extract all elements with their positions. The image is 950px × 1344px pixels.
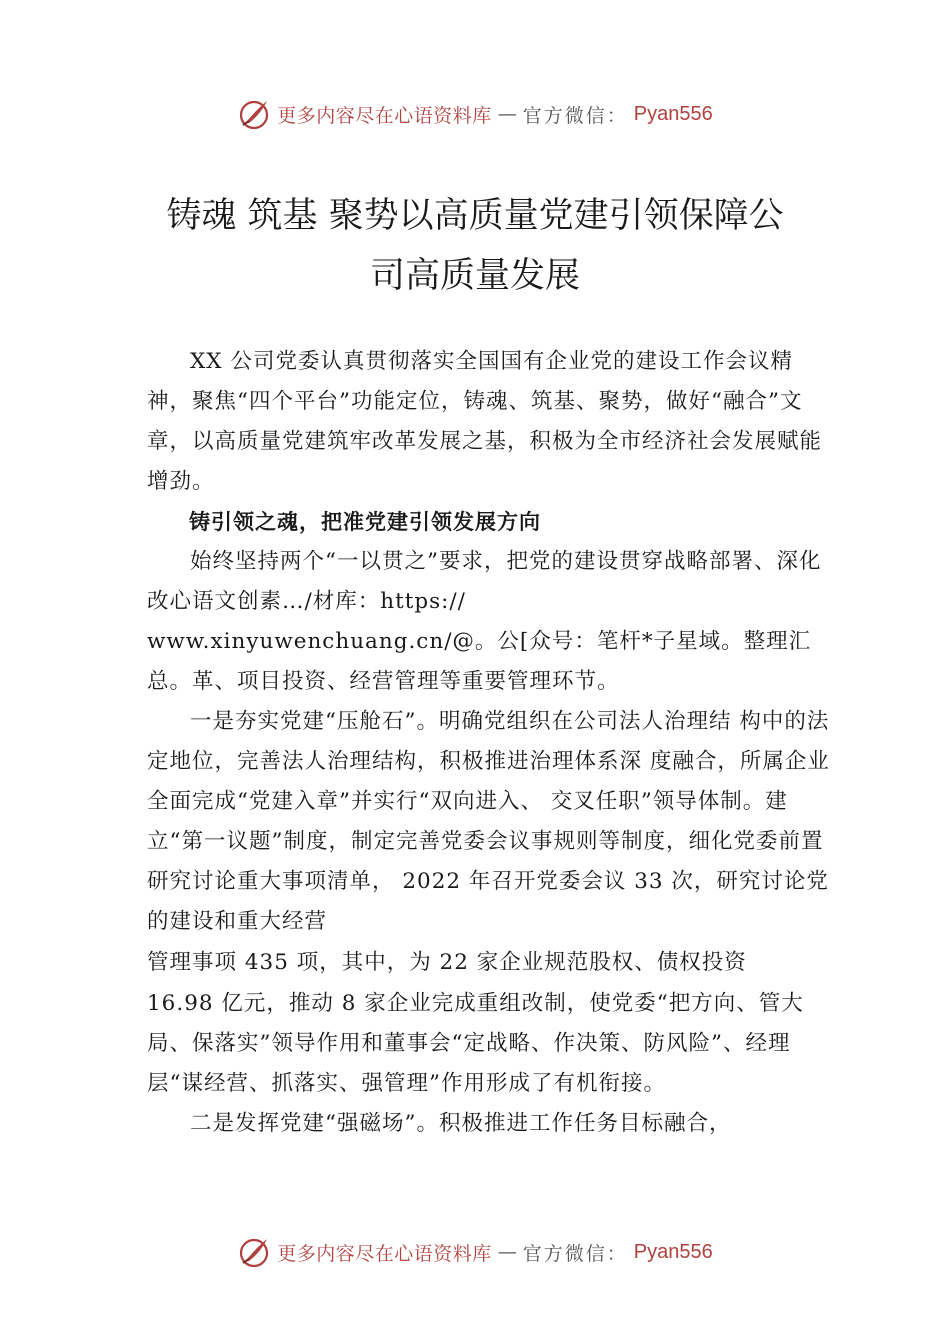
document-body bbox=[147, 342, 837, 1144]
title-line-1: 铸魂 筑基 聚势以高质量党建引领保障公 bbox=[166, 196, 784, 236]
paragraph-2a: 一是夯实党建“压舱石”。明确党组织在公司法人治理结 构中的法定地位，完善法人治理结构，积极推进治理体系深 度融合，所属企业全面完成“党建入章”并实行“双向进入、 交叉任职”领导体制。建立“第一议题”制度，制定完善党委会议事规则等制度，细化党委前置研究讨论重大事项清单， 2022 年召开党委会议 33 次，研究讨论党的建设和重大经营 bbox=[147, 709, 830, 934]
paragraph-1b: www.xinyuwenchuang.cn/@。公[众号：笔杆*子星域。整理汇总。革、项目投资、经营管理等重要管理环节。 bbox=[147, 629, 812, 694]
banner-wechat-id: Pyan556 bbox=[633, 1240, 713, 1263]
quill-pen-logo-icon bbox=[237, 1235, 271, 1269]
quill-pen-logo-icon bbox=[237, 97, 271, 131]
banner-wechat-label: 官方微信： bbox=[522, 104, 628, 127]
intro-paragraph: XX 公司党委认真贯彻落实全国国有企业党的建设工作会议精神，聚焦“四个平台”功能定位，铸魂、筑基、聚势，做好“融合”文章，以高质量党建筑牢改革发展之基，积极为全市经济社会发展赋能增劲。 bbox=[147, 349, 823, 494]
banner-wechat-id: Pyan556 bbox=[633, 102, 713, 125]
paragraph-1a: 始终坚持两个“一以贯之”要求，把党的建设贯穿战略部署、深化改心语文创素…/材库：https:// bbox=[147, 549, 822, 614]
title-line-2: 司高质量发展 bbox=[369, 256, 580, 296]
paragraph-2c: 16.98 亿元，推动 8 家企业完成重组改制，使党委“把方向、管大局、保落实”领导作用和董事会“定战略、作决策、防风险”、经理层“谋经营、抓落实、强管理”作用形成了有机衔接。 bbox=[147, 990, 804, 1096]
banner-dash: — bbox=[497, 103, 517, 125]
banner-brand-text: 更多内容尽在心语资料库 bbox=[277, 1242, 492, 1265]
paragraph-2b: 管理事项 435 项，其中，为 22 家企业规范股权、债权投资 bbox=[147, 950, 747, 975]
banner-wechat-label: 官方微信： bbox=[522, 1242, 628, 1265]
header-banner bbox=[0, 94, 950, 134]
paragraph-3: 二是发挥党建“强磁场”。积极推进工作任务目标融合， bbox=[190, 1110, 732, 1136]
banner-dash: — bbox=[497, 1241, 517, 1263]
section-heading: 铸引领之魂，把准党建引领发展方向 bbox=[189, 510, 541, 534]
footer-banner bbox=[0, 1232, 950, 1272]
banner-brand-text: 更多内容尽在心语资料库 bbox=[277, 104, 492, 127]
document-title bbox=[100, 186, 850, 306]
